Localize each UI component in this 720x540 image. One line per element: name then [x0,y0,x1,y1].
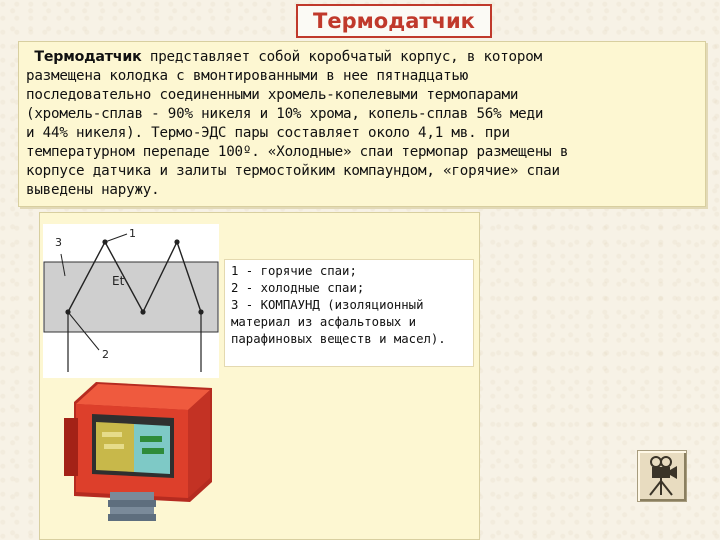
description-line-1-text: представляет собой коробчатый корпус, в котором [141,49,542,65]
description-line-3: последовательно соединенными хромель-копелевыми термопарами [26,87,519,103]
thread-2 [108,500,156,507]
diagram-label-1: 1 [129,227,136,240]
legend-line: материал из асфальтовых и [231,315,417,329]
movie-camera-icon [638,451,686,501]
pointer-1 [105,234,127,242]
diagram-label-2: 2 [102,348,109,361]
legend-line: 2 - холодные спаи; [231,281,365,295]
diagram-label-3: 3 [55,236,62,249]
sensor-illustration-svg [62,374,222,526]
slide-title-box [296,4,492,38]
lead-1 [102,432,122,437]
sensor-cutaway-illustration [62,374,222,526]
description-line-1 [26,48,697,67]
mounting-flange [64,418,78,476]
movie-camera-button[interactable] [637,450,687,502]
slide-title: Термодатчик [313,9,475,33]
description-line-2: размещена колодка с вмонтированными в нее пятнадцатью [26,68,469,84]
cold-junction-2 [140,309,145,314]
description-line-6: температурном перепаде 100º. «Холодные» спаи термопар размещены в [26,144,569,160]
description-term: Термодатчик [34,49,142,65]
description-line-7: корпусе датчика и залиты термостойким компаундом, «горячие» спаи [26,163,560,179]
legend-line: 1 - горячие спаи; [231,264,357,278]
thread-1 [110,492,154,500]
element-1 [140,436,162,442]
description-line-5: и 44% никеля). Термо-ЭДС пары составляет около 4,1 мв. при [26,125,510,141]
description-line-8: выведены наружу. [26,182,160,198]
legend-line: 3 - КОМПАУНД (изоляционный [231,298,424,312]
legend-box [224,259,474,367]
diagram-label-e: Et [112,274,125,288]
compound-layer [44,262,218,332]
thermopile-diagram [43,224,219,378]
element-2 [142,448,164,454]
thermopile-diagram-svg [43,224,219,378]
description-line-4: (хромель-сплав - 90% никеля и 10% хрома, копель-сплав 56% меди [26,106,544,122]
hot-junction-2 [174,239,179,244]
lead-2 [104,444,124,449]
legend-line: парафиновых веществ и масел). [231,332,446,346]
description-box [18,41,706,207]
thread-3 [110,507,154,514]
thread-4 [108,514,156,521]
